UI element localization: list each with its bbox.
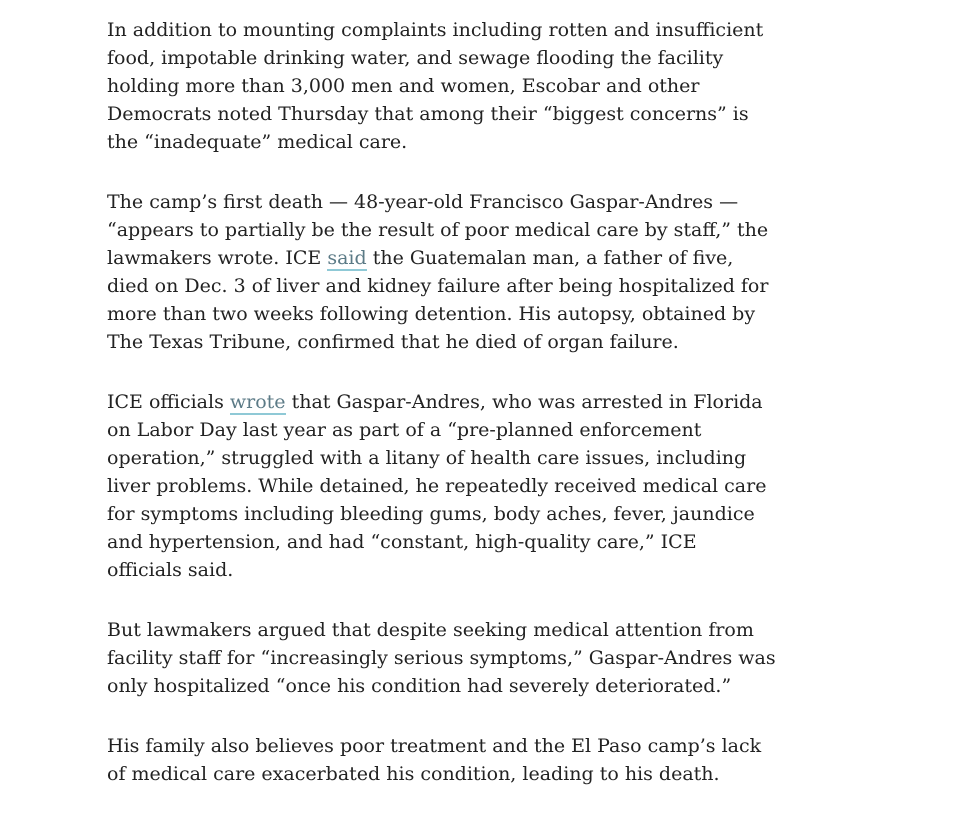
paragraph-text: the Guatemalan man, a father of five, died on Dec. 3 of liver and kidney failure after being hospitalized for more than two weeks following detention. His autopsy, obtained by The Texas Tribune, confirmed that he died of organ failure. xyxy=(107,247,769,353)
paragraph-first-death xyxy=(107,188,777,356)
paragraph-complaints: In addition to mounting complaints including rotten and insufficient food, impotable drinking water, and sewage flooding the facility holding more than 3,000 men and women, Escobar and other Democrats noted Thursday that among their “biggest concerns” is the “inadequate” medical care. xyxy=(107,19,764,153)
paragraph-ice-officials xyxy=(107,388,777,584)
wrote-link[interactable]: wrote xyxy=(229,391,286,413)
paragraph-text: that Gaspar-Andres, who was arrested in Florida on Labor Day last year as part of a “pre-planned enforcement operation,” struggled with a litany of health care issues, including liver problems. While detained, he repeatedly received medical care for symptoms including bleeding gums, body aches, fever, jaundice and hypertension, and had “constant, high-quality care,” ICE officials said. xyxy=(107,391,767,581)
paragraph-text: The camp’s first death — 48-year-old Francisco Gaspar-Andres — “appears to partially be the result of poor medical care by staff,” the lawmakers wrote. ICE xyxy=(107,191,769,269)
said-link[interactable]: said xyxy=(327,247,367,269)
paragraph-text: ICE officials xyxy=(107,391,230,413)
paragraph-family-believes: His family also believes poor treatment and the El Paso camp’s lack of medical care exacerbated his condition, leading to his death. xyxy=(107,735,762,785)
article-body xyxy=(107,16,777,820)
paragraph-lawmakers-argued: But lawmakers argued that despite seeking medical attention from facility staff for “increasingly serious symptoms,” Gaspar-Andres was only hospitalized “once his condition had severely deteriorated.” xyxy=(107,619,776,697)
